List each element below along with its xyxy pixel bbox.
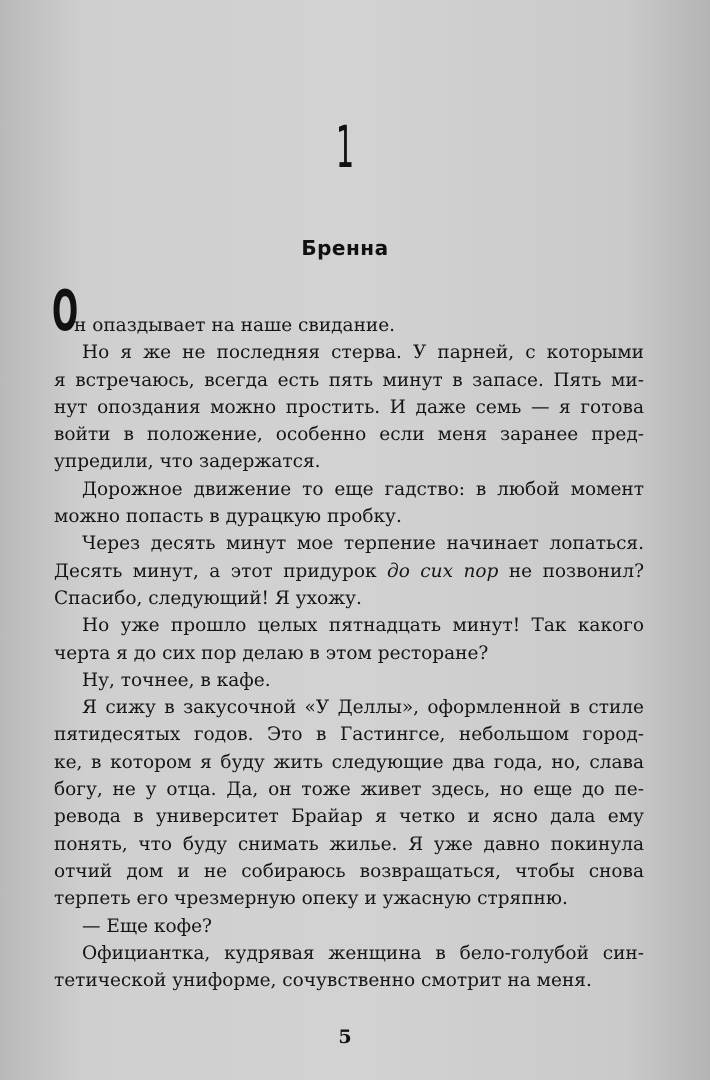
text-line: я встречаюсь, всегда есть пять минут в запасе. Пять ми-	[54, 369, 644, 391]
text-line: ке, в котором я буду жить следующие два года, но, слава	[54, 751, 644, 773]
text-line: Ну, точнее, в кафе.	[82, 669, 271, 691]
body-text	[52, 279, 645, 994]
text-line: — Еще кофе?	[82, 915, 212, 937]
text-line: нут опоздания можно простить. И даже семь — я готова	[54, 396, 644, 418]
text-line: Дорожное движение то еще гадство: в любой момент	[82, 478, 644, 500]
text-line: понять, что буду снимать жилье. Я уже давно покинула	[54, 833, 644, 855]
text-line: О н опаздывает на наше свидание.	[52, 279, 396, 344]
italic-phrase: до сих пор	[386, 560, 499, 582]
text-line: Но уже прошло целых пятнадцать минут! Так какого	[82, 615, 644, 637]
text-line: Спасибо, следующий! Я ухожу.	[54, 587, 362, 609]
text-line: упредили, что задержатся.	[54, 451, 321, 473]
text-line: можно попасть в дурацкую пробку.	[54, 506, 402, 528]
text-line: Я сижу в закусочной «У Деллы», оформленной в стиле	[82, 697, 644, 719]
text-line: богу, не у отца. Да, он тоже живет здесь, но еще до пе-	[54, 779, 644, 801]
text-line: отчий дом и не собираюсь возвращаться, чтобы снова	[54, 860, 644, 882]
text-line: Официантка, кудрявая женщина в бело-голубой син-	[82, 942, 644, 964]
text-line: тетической униформе, сочувственно смотрит на меня.	[54, 970, 592, 992]
text-line: пятидесятых годов. Это в Гастингсе, небольшом город-	[54, 724, 644, 746]
text-line: Но я же не последняя стерва. У парней, с которыми	[82, 342, 644, 364]
text-line: Десять минут, а этот придурок до сих пор не позвонил?	[54, 560, 645, 582]
text-line: войти в положение, особенно если меня заранее пред-	[54, 424, 644, 446]
text-line: Через десять минут мое терпение начинает лопаться.	[82, 533, 644, 555]
text-line: черта я до сих пор делаю в этом ресторане?	[54, 642, 489, 664]
text-line: ревода в университет Брайар я четко и ясно дала ему	[54, 806, 644, 828]
chapter-title: Бренна	[301, 236, 389, 260]
page-number: 5	[338, 1026, 352, 1048]
drop-cap: О	[52, 279, 79, 344]
chapter-number: 1	[335, 113, 355, 181]
text-line: терпеть его чрезмерную опеку и ужасную стряпню.	[54, 888, 568, 910]
